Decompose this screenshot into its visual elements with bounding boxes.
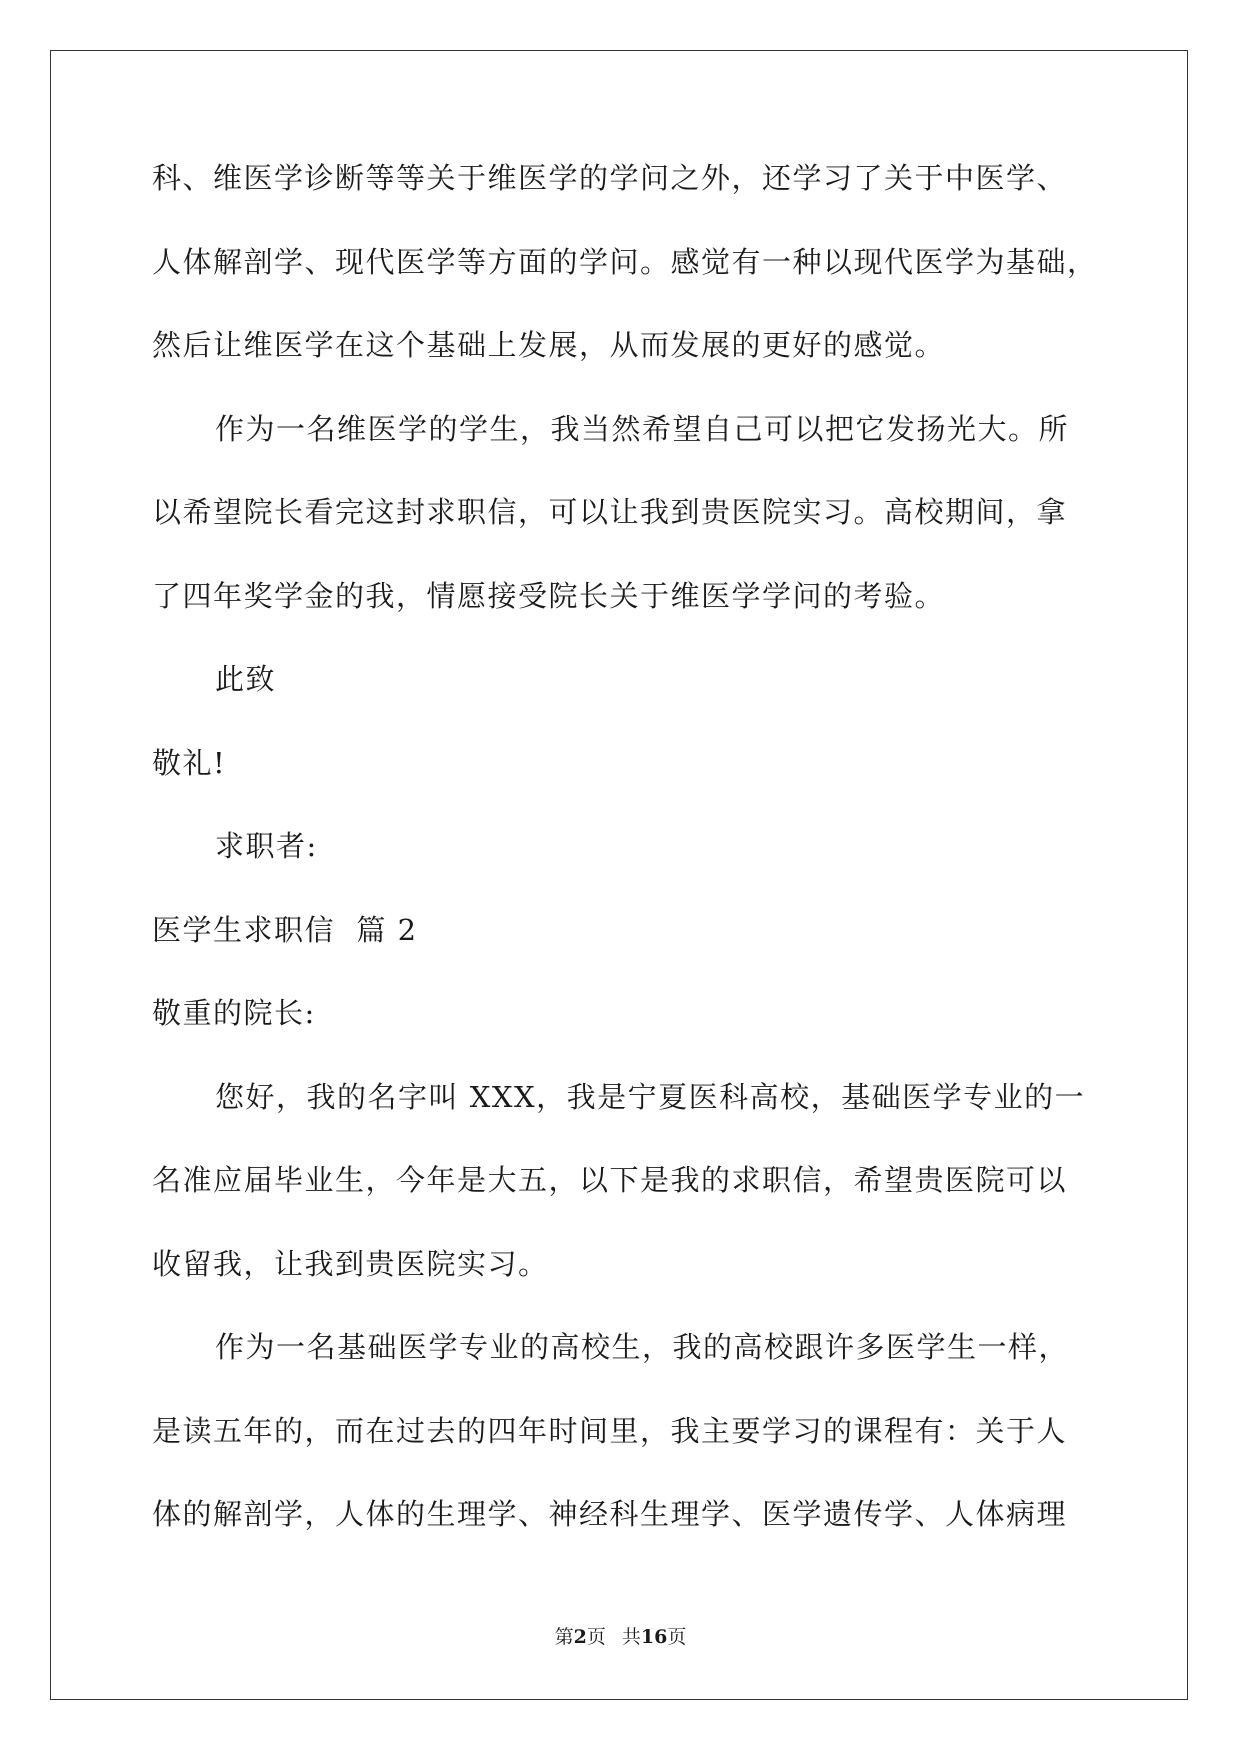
paragraph-line: 您好，我的名字叫 XXX，我是宁夏医科高校，基础医学专业的一 xyxy=(215,1079,1086,1114)
signature-label: 求职者: xyxy=(215,829,318,863)
paragraph-line: 收留我，让我到贵医院实习。 xyxy=(152,1246,549,1281)
page-suffix: 页 xyxy=(586,1626,606,1648)
paragraph-line: 人体解剖学、现代医学等方面的学问。感觉有一种以现代医学为基础， xyxy=(152,244,1098,279)
total-suffix: 页 xyxy=(667,1626,687,1648)
paragraph-line: 体的解剖学，人体的生理学、神经科生理学、医学遗传学、人体病理 xyxy=(152,1497,1068,1531)
paragraph-line: 作为一名基础医学专业的高校生，我的高校跟许多医学生一样， xyxy=(215,1330,1070,1364)
document-body xyxy=(152,158,1098,1578)
paragraph-line: 以希望院长看完这封求职信，可以让我到贵医院实习。高校期间，拿 xyxy=(152,495,1068,529)
page-footer xyxy=(0,1625,1241,1649)
paragraph-line: 科、维医学诊断等等关于维医学的学问之外，还学习了关于中医学、 xyxy=(152,161,1068,195)
letter-greeting: 敬重的院长: xyxy=(152,996,316,1030)
page-number: 2 xyxy=(573,1626,587,1648)
closing-salutation: 此致 xyxy=(215,662,277,696)
closing-regards: 敬礼! xyxy=(152,745,227,780)
page-prefix: 第 xyxy=(554,1626,574,1648)
total-pages: 16 xyxy=(640,1626,668,1648)
paragraph-line: 作为一名维医学的学生，我当然希望自己可以把它发扬光大。所 xyxy=(215,411,1070,446)
paragraph-line: 名准应届毕业生，今年是大五，以下是我的求职信，希望贵医院可以 xyxy=(152,1163,1068,1197)
total-prefix: 共 xyxy=(621,1626,641,1648)
paragraph-line: 是读五年的，而在过去的四年时间里，我主要学习的课程有：关于人 xyxy=(152,1413,1068,1448)
paragraph-line: 了四年奖学金的我，情愿接受院长关于维医学学问的考验。 xyxy=(152,578,946,613)
section-heading: 医学生求职信 篇 2 xyxy=(152,912,418,947)
paragraph-line: 然后让维医学在这个基础上发展，从而发展的更好的感觉。 xyxy=(152,328,946,362)
